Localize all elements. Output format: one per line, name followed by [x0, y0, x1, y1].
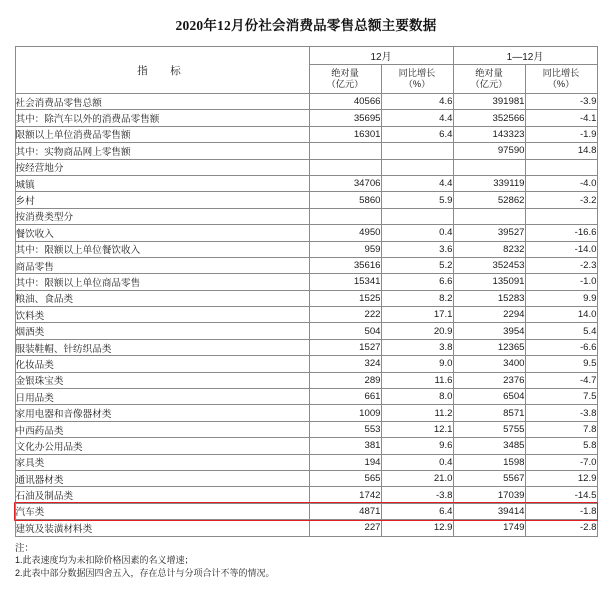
row-label: 化妆品类 — [15, 356, 309, 372]
row-month-growth: 3.8 — [381, 339, 453, 355]
row-month-growth: 0.4 — [381, 454, 453, 470]
table-row — [15, 192, 597, 208]
row-month-absolute: 4871 — [309, 503, 381, 519]
row-cumulative-growth: -1.9 — [525, 126, 597, 142]
row-month-growth: 6.4 — [381, 503, 453, 519]
row-label: 粮油、食品类 — [15, 290, 309, 306]
row-month-growth: 4.4 — [381, 110, 453, 126]
row-month-growth: 4.6 — [381, 94, 453, 110]
header-cumulative-growth-label: 同比增长 — [542, 68, 580, 78]
row-label: 其中：限额以上单位商品零售 — [15, 274, 309, 290]
row-cumulative-absolute: 6504 — [453, 389, 525, 405]
row-month-absolute: 1525 — [309, 290, 381, 306]
row-month-growth: 4.4 — [381, 175, 453, 191]
row-month-growth: 6.6 — [381, 274, 453, 290]
table-row — [15, 110, 597, 126]
table-row — [15, 356, 597, 372]
header-cumulative-absolute-label: 绝对量 — [475, 68, 503, 78]
row-month-absolute: 661 — [309, 389, 381, 405]
row-month-growth: 6.4 — [381, 126, 453, 142]
table-header — [15, 47, 597, 94]
row-cumulative-absolute: 3400 — [453, 356, 525, 372]
row-cumulative-absolute: 143323 — [453, 126, 525, 142]
table-row — [15, 274, 597, 290]
table-row — [15, 487, 597, 503]
row-cumulative-absolute: 339119 — [453, 175, 525, 191]
row-cumulative-growth: 14.8 — [525, 143, 597, 159]
row-label: 乡村 — [15, 192, 309, 208]
header-cumulative-absolute-unit: （亿元） — [470, 79, 508, 89]
row-month-growth — [381, 208, 453, 224]
row-month-absolute — [309, 143, 381, 159]
row-label: 建筑及装潢材料类 — [15, 520, 309, 536]
row-month-growth: 12.9 — [381, 520, 453, 536]
note-item-1: 1.此表速度均为未扣除价格因素的名义增速； — [15, 554, 194, 565]
row-cumulative-growth: 12.9 — [525, 470, 597, 486]
row-label: 餐饮收入 — [15, 225, 309, 241]
header-cumulative-growth-unit: （%） — [547, 79, 575, 89]
table-row — [15, 339, 597, 355]
row-cumulative-absolute: 1598 — [453, 454, 525, 470]
row-label: 其中：限额以上单位餐饮收入 — [15, 241, 309, 257]
header-group-month: 12月 — [309, 47, 453, 65]
row-label: 社会消费品零售总额 — [15, 94, 309, 110]
row-label: 服装鞋帽、针纺织品类 — [15, 339, 309, 355]
table-row — [15, 225, 597, 241]
table-notes — [15, 541, 597, 580]
row-cumulative-absolute: 17039 — [453, 487, 525, 503]
row-cumulative-absolute: 3954 — [453, 323, 525, 339]
row-month-growth: 5.2 — [381, 257, 453, 273]
row-month-absolute: 34706 — [309, 175, 381, 191]
note-item-2: 2.此表中部分数据因四舍五入，存在总计与分项合计不等的情况。 — [15, 567, 275, 578]
table-row — [15, 143, 597, 159]
row-label: 按消费类型分 — [15, 208, 309, 224]
row-cumulative-absolute: 5567 — [453, 470, 525, 486]
row-cumulative-growth: -14.5 — [525, 487, 597, 503]
row-month-absolute: 324 — [309, 356, 381, 372]
row-cumulative-absolute — [453, 159, 525, 175]
row-cumulative-absolute: 352566 — [453, 110, 525, 126]
row-cumulative-absolute: 3485 — [453, 438, 525, 454]
row-cumulative-absolute: 12365 — [453, 339, 525, 355]
row-cumulative-growth: -16.6 — [525, 225, 597, 241]
row-month-absolute: 194 — [309, 454, 381, 470]
row-cumulative-growth: -4.1 — [525, 110, 597, 126]
row-month-absolute: 553 — [309, 421, 381, 437]
row-cumulative-growth: -7.0 — [525, 454, 597, 470]
table-row — [15, 208, 597, 224]
table-row — [15, 323, 597, 339]
row-label: 烟酒类 — [15, 323, 309, 339]
row-cumulative-absolute: 5755 — [453, 421, 525, 437]
row-month-growth: -3.8 — [381, 487, 453, 503]
header-month-absolute — [309, 65, 381, 94]
table-row — [15, 520, 597, 536]
row-cumulative-absolute: 52862 — [453, 192, 525, 208]
row-month-growth: 17.1 — [381, 307, 453, 323]
row-month-absolute: 222 — [309, 307, 381, 323]
row-month-growth: 11.2 — [381, 405, 453, 421]
row-cumulative-absolute: 2294 — [453, 307, 525, 323]
row-month-absolute: 1742 — [309, 487, 381, 503]
row-cumulative-absolute: 1749 — [453, 520, 525, 536]
table-row — [15, 421, 597, 437]
table-row — [15, 389, 597, 405]
row-cumulative-growth: -3.8 — [525, 405, 597, 421]
table-container — [0, 46, 612, 537]
row-cumulative-growth: -3.2 — [525, 192, 597, 208]
row-month-growth: 3.6 — [381, 241, 453, 257]
row-month-absolute: 504 — [309, 323, 381, 339]
row-label: 商品零售 — [15, 257, 309, 273]
row-month-absolute: 16301 — [309, 126, 381, 142]
row-cumulative-growth: -6.6 — [525, 339, 597, 355]
row-month-absolute: 15341 — [309, 274, 381, 290]
row-label: 限额以上单位消费品零售额 — [15, 126, 309, 142]
table-row — [15, 257, 597, 273]
row-label: 文化办公用品类 — [15, 438, 309, 454]
row-month-absolute: 381 — [309, 438, 381, 454]
header-month-growth-label: 同比增长 — [398, 68, 436, 78]
row-month-growth: 0.4 — [381, 225, 453, 241]
row-cumulative-absolute: 2376 — [453, 372, 525, 388]
row-month-absolute: 1009 — [309, 405, 381, 421]
header-month-absolute-label: 绝对量 — [331, 68, 359, 78]
table-row — [15, 454, 597, 470]
row-cumulative-growth: -14.0 — [525, 241, 597, 257]
row-cumulative-absolute: 8571 — [453, 405, 525, 421]
row-cumulative-growth — [525, 159, 597, 175]
row-label: 汽车类 — [15, 503, 309, 519]
row-month-growth: 12.1 — [381, 421, 453, 437]
row-label: 饮料类 — [15, 307, 309, 323]
header-cumulative-growth — [525, 65, 597, 94]
row-month-growth — [381, 143, 453, 159]
row-month-absolute: 35616 — [309, 257, 381, 273]
table-row — [15, 470, 597, 486]
row-cumulative-absolute: 39414 — [453, 503, 525, 519]
row-label: 家具类 — [15, 454, 309, 470]
row-month-growth: 8.2 — [381, 290, 453, 306]
row-cumulative-growth: 9.9 — [525, 290, 597, 306]
row-cumulative-absolute — [453, 208, 525, 224]
row-cumulative-growth: -1.0 — [525, 274, 597, 290]
header-month-growth-unit: （%） — [403, 79, 431, 89]
row-month-growth: 11.6 — [381, 372, 453, 388]
row-label: 其中：除汽车以外的消费品零售额 — [15, 110, 309, 126]
table-body — [15, 94, 597, 537]
table-row — [15, 290, 597, 306]
row-label: 金银珠宝类 — [15, 372, 309, 388]
table-row — [15, 241, 597, 257]
row-month-absolute: 1527 — [309, 339, 381, 355]
row-month-absolute: 289 — [309, 372, 381, 388]
header-cumulative-absolute — [453, 65, 525, 94]
row-cumulative-absolute: 39527 — [453, 225, 525, 241]
row-cumulative-absolute: 391981 — [453, 94, 525, 110]
table-row — [15, 372, 597, 388]
header-month-absolute-unit: （亿元） — [326, 79, 364, 89]
row-cumulative-absolute: 15283 — [453, 290, 525, 306]
row-cumulative-growth: -1.8 — [525, 503, 597, 519]
row-cumulative-growth: 7.5 — [525, 389, 597, 405]
table-row — [15, 159, 597, 175]
row-cumulative-growth: -4.0 — [525, 175, 597, 191]
row-month-growth: 5.9 — [381, 192, 453, 208]
row-cumulative-growth: 7.8 — [525, 421, 597, 437]
row-month-absolute: 959 — [309, 241, 381, 257]
row-cumulative-growth: -2.8 — [525, 520, 597, 536]
row-cumulative-growth: -3.9 — [525, 94, 597, 110]
page-title: 2020年12月份社会消费品零售总额主要数据 — [175, 18, 437, 33]
row-cumulative-growth: 9.5 — [525, 356, 597, 372]
row-label: 日用品类 — [15, 389, 309, 405]
row-month-absolute: 227 — [309, 520, 381, 536]
row-month-absolute: 5860 — [309, 192, 381, 208]
row-cumulative-growth: 5.4 — [525, 323, 597, 339]
row-month-growth: 9.0 — [381, 356, 453, 372]
row-month-growth: 8.0 — [381, 389, 453, 405]
row-cumulative-growth: -2.3 — [525, 257, 597, 273]
row-label: 按经营地分 — [15, 159, 309, 175]
header-month-growth — [381, 65, 453, 94]
header-index: 指 标 — [15, 47, 309, 94]
row-month-growth: 9.6 — [381, 438, 453, 454]
row-month-absolute: 4950 — [309, 225, 381, 241]
row-cumulative-growth: 14.0 — [525, 307, 597, 323]
row-month-absolute: 35695 — [309, 110, 381, 126]
table-row — [15, 438, 597, 454]
row-label: 其中：实物商品网上零售额 — [15, 143, 309, 159]
table-row — [15, 503, 597, 519]
row-cumulative-absolute: 8232 — [453, 241, 525, 257]
row-label: 通讯器材类 — [15, 470, 309, 486]
notes-title: 注： — [15, 541, 34, 553]
row-cumulative-growth: 5.8 — [525, 438, 597, 454]
row-label: 城镇 — [15, 175, 309, 191]
row-month-growth: 20.9 — [381, 323, 453, 339]
table-row — [15, 307, 597, 323]
row-cumulative-growth — [525, 208, 597, 224]
retail-sales-table — [15, 46, 598, 537]
row-cumulative-growth: -4.7 — [525, 372, 597, 388]
header-group-cumulative: 1—12月 — [453, 47, 597, 65]
table-row — [15, 175, 597, 191]
row-month-absolute — [309, 208, 381, 224]
table-row — [15, 94, 597, 110]
table-row — [15, 405, 597, 421]
row-label: 中西药品类 — [15, 421, 309, 437]
row-cumulative-absolute: 352453 — [453, 257, 525, 273]
table-row — [15, 126, 597, 142]
row-cumulative-absolute: 135091 — [453, 274, 525, 290]
row-label: 石油及制品类 — [15, 487, 309, 503]
row-month-absolute — [309, 159, 381, 175]
row-month-growth — [381, 159, 453, 175]
row-cumulative-absolute: 97590 — [453, 143, 525, 159]
row-month-growth: 21.0 — [381, 470, 453, 486]
row-label: 家用电器和音像器材类 — [15, 405, 309, 421]
row-month-absolute: 565 — [309, 470, 381, 486]
row-month-absolute: 40566 — [309, 94, 381, 110]
